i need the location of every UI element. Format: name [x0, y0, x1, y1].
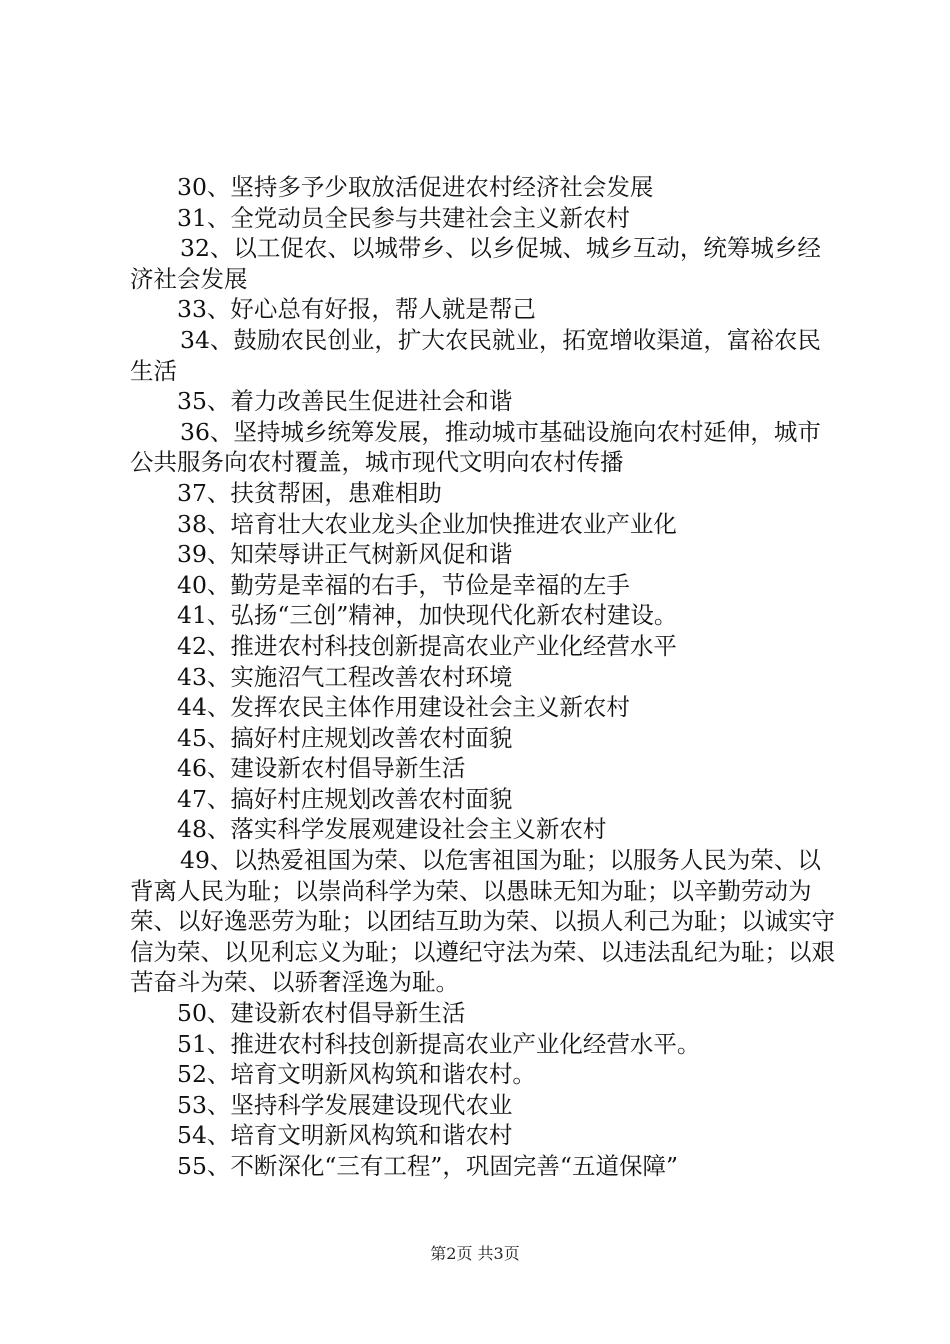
- list-item: 40、勤劳是幸福的右手，节俭是幸福的左手: [177, 570, 630, 599]
- list-item: 37、扶贫帮困，患难相助: [177, 478, 442, 507]
- list-item: 53、坚持科学发展建设现代农业: [177, 1090, 513, 1119]
- list-item: 32、以工促农、以城带乡、以乡促城、城乡互动，统筹城乡经济社会发展: [130, 234, 821, 293]
- list-item: 54、培育文明新风构筑和谐农村: [177, 1121, 513, 1150]
- list-item: 38、培育壮大农业龙头企业加快推进农业产业化: [177, 509, 677, 538]
- list-item: 55、不断深化“三有工程”，巩固完善“五道保障”: [177, 1152, 678, 1180]
- list-item: 44、发挥农民主体作用建设社会主义新农村: [177, 693, 630, 722]
- page-number-footer: 第2页 共3页: [430, 1244, 520, 1263]
- list-item: 50、建设新农村倡导新生活: [177, 999, 466, 1028]
- list-item: 43、实施沼气工程改善农村环境: [177, 662, 513, 691]
- document-body: [130, 172, 835, 1182]
- list-item: 48、落实科学发展观建设社会主义新农村: [177, 815, 607, 844]
- list-item: 51、推进农村科技创新提高农业产业化经营水平。: [177, 1029, 701, 1058]
- list-item: 33、好心总有好报，帮人就是帮己: [177, 295, 536, 324]
- list-item: 45、搞好村庄规划改善农村面貌: [177, 723, 513, 752]
- list-item: 47、搞好村庄规划改善农村面貌: [177, 784, 513, 813]
- list-item: 35、着力改善民生促进社会和谐: [177, 387, 513, 416]
- list-item: 34、鼓励农民创业，扩大农民就业，拓宽增收渠道，富裕农民生活: [130, 325, 821, 385]
- list-item: 52、培育文明新风构筑和谐农村。: [177, 1060, 536, 1089]
- list-item: 49、以热爱祖国为荣、以危害祖国为耻；以服务人民为荣、以背离人民为耻；以崇尚科学为荣、以愚昧无知为耻；以辛勤劳动为荣、以好逸恶劳为耻；以团结互助为荣、以损人利己为耻；以诚实守信为荣、以见利忘义为耻；以遵纪守法为荣、以违法乱纪为耻；以艰苦奋斗为荣、以骄奢淫逸为耻。: [130, 846, 835, 997]
- list-item: 46、建设新农村倡导新生活: [177, 754, 466, 783]
- list-item: 39、知荣辱讲正气树新风促和谐: [177, 540, 513, 569]
- list-item: 36、坚持城乡统筹发展，推动城市基础设施向农村延伸，城市公共服务向农村覆盖，城市现代文明向农村传播: [130, 417, 821, 477]
- list-item: 42、推进农村科技创新提高农业产业化经营水平: [177, 631, 677, 660]
- list-item: 30、坚持多予少取放活促进农村经济社会发展: [177, 173, 654, 201]
- list-item: 31、全党动员全民参与共建社会主义新农村: [177, 203, 630, 232]
- list-item: 41、弘扬“三创”精神，加快现代化新农村建设。: [177, 601, 678, 630]
